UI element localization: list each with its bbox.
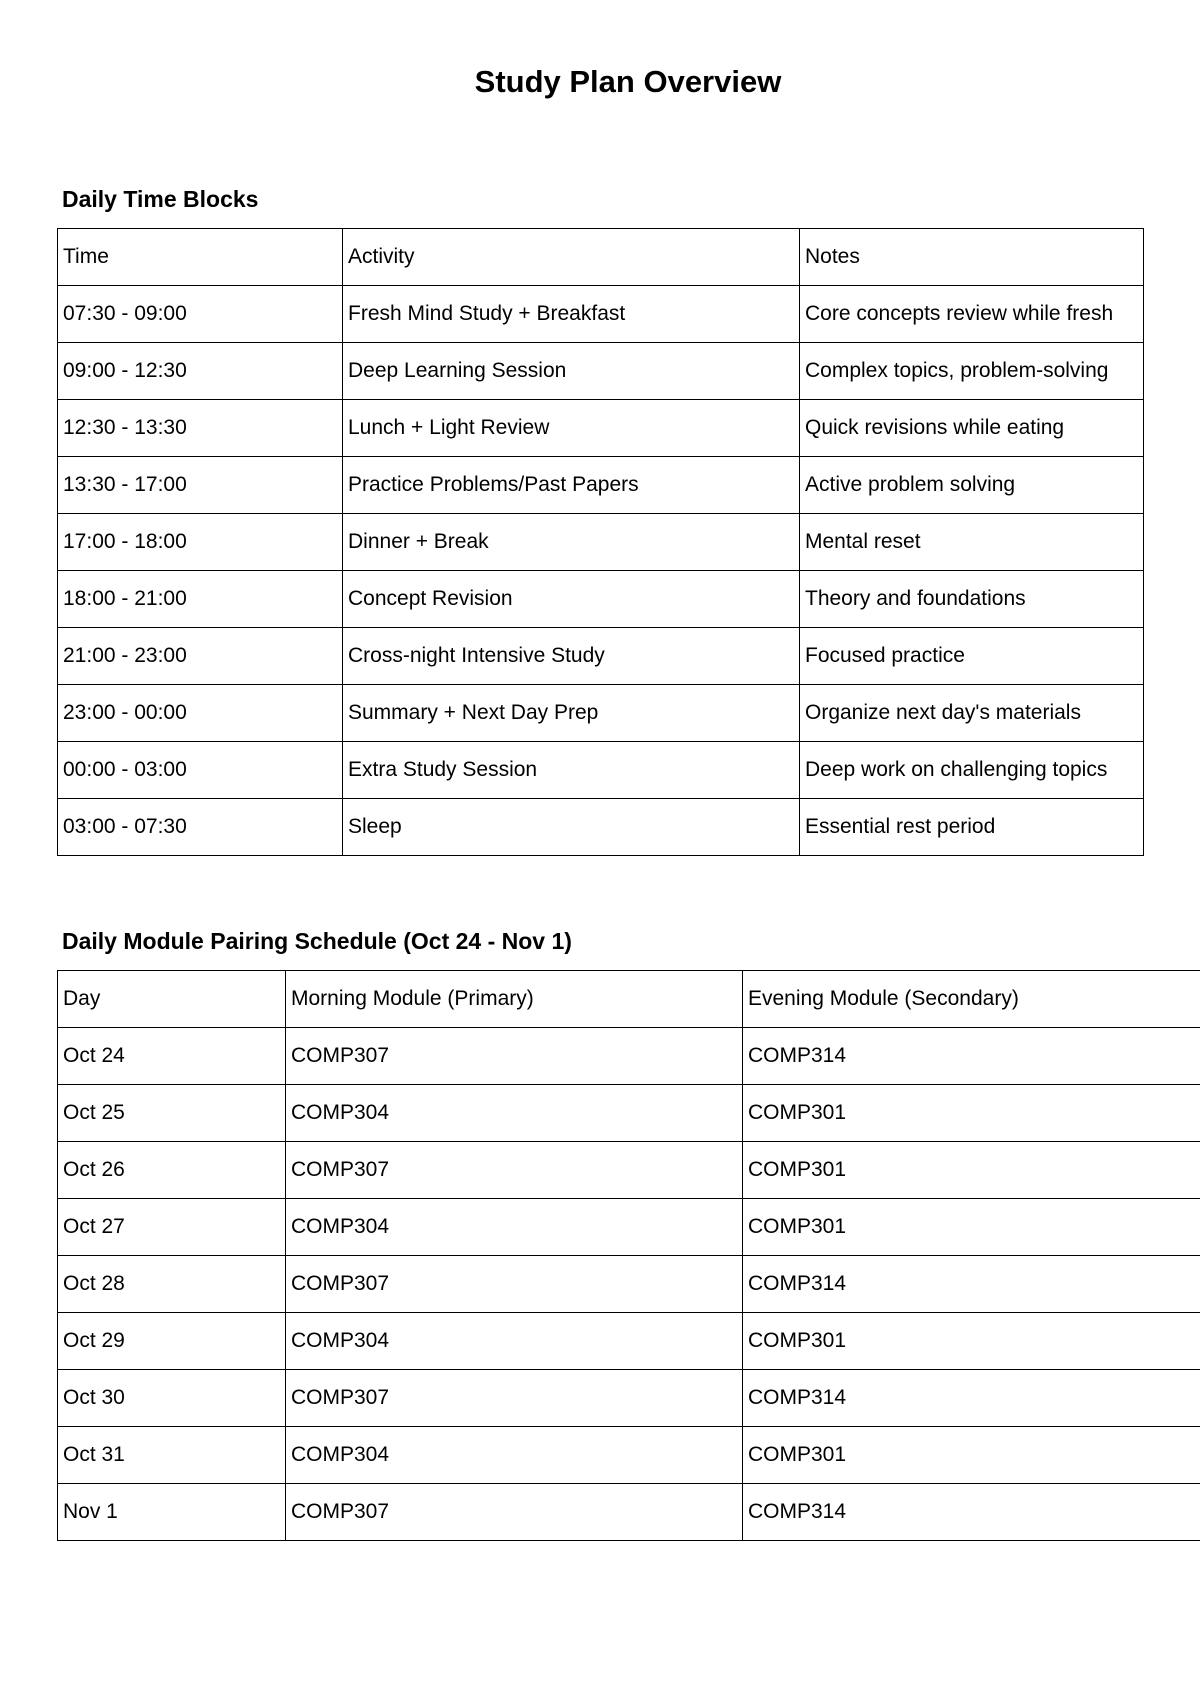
morning-module-cell: COMP304 (286, 1085, 743, 1142)
day-cell: Oct 30 (58, 1370, 286, 1427)
day-cell: Oct 28 (58, 1256, 286, 1313)
morning-module-cell: COMP304 (286, 1427, 743, 1484)
table-row (58, 1085, 1200, 1142)
activity-cell: Summary + Next Day Prep (343, 685, 800, 742)
column-header-activity: Activity (343, 229, 800, 286)
activity-cell: Deep Learning Session (343, 343, 800, 400)
table-row (58, 1484, 1200, 1541)
evening-module-cell: COMP301 (743, 1427, 1200, 1484)
time-cell: 13:30 - 17:00 (58, 457, 343, 514)
morning-module-cell: COMP307 (286, 1028, 743, 1085)
notes-cell: Essential rest period (800, 799, 1144, 856)
morning-module-cell: COMP304 (286, 1199, 743, 1256)
table-row (58, 1370, 1200, 1427)
notes-cell: Focused practice (800, 628, 1144, 685)
column-header-evening-module: Evening Module (Secondary) (743, 971, 1200, 1028)
morning-module-cell: COMP307 (286, 1142, 743, 1199)
module-schedule-heading: Daily Module Pairing Schedule (Oct 24 - Nov 1) (62, 928, 572, 954)
time-cell: 17:00 - 18:00 (58, 514, 343, 571)
table-row (58, 685, 1144, 742)
table-row (58, 1256, 1200, 1313)
column-header-time: Time (58, 229, 343, 286)
activity-cell: Practice Problems/Past Papers (343, 457, 800, 514)
day-cell: Oct 31 (58, 1427, 286, 1484)
table-row (58, 799, 1144, 856)
evening-module-cell: COMP301 (743, 1085, 1200, 1142)
evening-module-cell: COMP314 (743, 1370, 1200, 1427)
table-row (58, 628, 1144, 685)
column-header-notes: Notes (800, 229, 1144, 286)
time-cell: 21:00 - 23:00 (58, 628, 343, 685)
notes-cell: Complex topics, problem-solving (800, 343, 1144, 400)
table-row (58, 514, 1144, 571)
day-cell: Nov 1 (58, 1484, 286, 1541)
activity-cell: Extra Study Session (343, 742, 800, 799)
activity-cell: Sleep (343, 799, 800, 856)
table-row (58, 400, 1144, 457)
activity-cell: Dinner + Break (343, 514, 800, 571)
activity-cell: Lunch + Light Review (343, 400, 800, 457)
morning-module-cell: COMP304 (286, 1313, 743, 1370)
table-row (58, 1313, 1200, 1370)
evening-module-cell: COMP301 (743, 1142, 1200, 1199)
table-row (58, 1028, 1200, 1085)
time-cell: 23:00 - 00:00 (58, 685, 343, 742)
time-cell: 12:30 - 13:30 (58, 400, 343, 457)
notes-cell: Core concepts review while fresh (800, 286, 1144, 343)
notes-cell: Theory and foundations (800, 571, 1144, 628)
time-cell: 03:00 - 07:30 (58, 799, 343, 856)
evening-module-cell: COMP301 (743, 1199, 1200, 1256)
evening-module-cell: COMP314 (743, 1256, 1200, 1313)
column-header-morning-module: Morning Module (Primary) (286, 971, 743, 1028)
time-cell: 00:00 - 03:00 (58, 742, 343, 799)
activity-cell: Fresh Mind Study + Breakfast (343, 286, 800, 343)
morning-module-cell: COMP307 (286, 1256, 743, 1313)
module-schedule-table (57, 970, 1200, 1541)
time-blocks-table (57, 228, 1144, 856)
table-row (58, 286, 1144, 343)
page-title: Study Plan Overview (474, 64, 782, 99)
notes-cell: Active problem solving (800, 457, 1144, 514)
table-header-row (58, 971, 1200, 1028)
column-header-day: Day (58, 971, 286, 1028)
day-cell: Oct 27 (58, 1199, 286, 1256)
notes-cell: Organize next day's materials (800, 685, 1144, 742)
activity-cell: Cross-night Intensive Study (343, 628, 800, 685)
activity-cell: Concept Revision (343, 571, 800, 628)
evening-module-cell: COMP301 (743, 1313, 1200, 1370)
table-row (58, 742, 1144, 799)
morning-module-cell: COMP307 (286, 1370, 743, 1427)
time-cell: 07:30 - 09:00 (58, 286, 343, 343)
table-row (58, 1427, 1200, 1484)
table-row (58, 1142, 1200, 1199)
time-blocks-heading: Daily Time Blocks (62, 186, 259, 212)
table-row (58, 1199, 1200, 1256)
table-row (58, 343, 1144, 400)
day-cell: Oct 29 (58, 1313, 286, 1370)
day-cell: Oct 25 (58, 1085, 286, 1142)
notes-cell: Mental reset (800, 514, 1144, 571)
day-cell: Oct 24 (58, 1028, 286, 1085)
table-header-row (58, 229, 1144, 286)
day-cell: Oct 26 (58, 1142, 286, 1199)
table-row (58, 571, 1144, 628)
time-cell: 09:00 - 12:30 (58, 343, 343, 400)
evening-module-cell: COMP314 (743, 1484, 1200, 1541)
time-cell: 18:00 - 21:00 (58, 571, 343, 628)
morning-module-cell: COMP307 (286, 1484, 743, 1541)
evening-module-cell: COMP314 (743, 1028, 1200, 1085)
table-row (58, 457, 1144, 514)
notes-cell: Deep work on challenging topics (800, 742, 1144, 799)
notes-cell: Quick revisions while eating (800, 400, 1144, 457)
